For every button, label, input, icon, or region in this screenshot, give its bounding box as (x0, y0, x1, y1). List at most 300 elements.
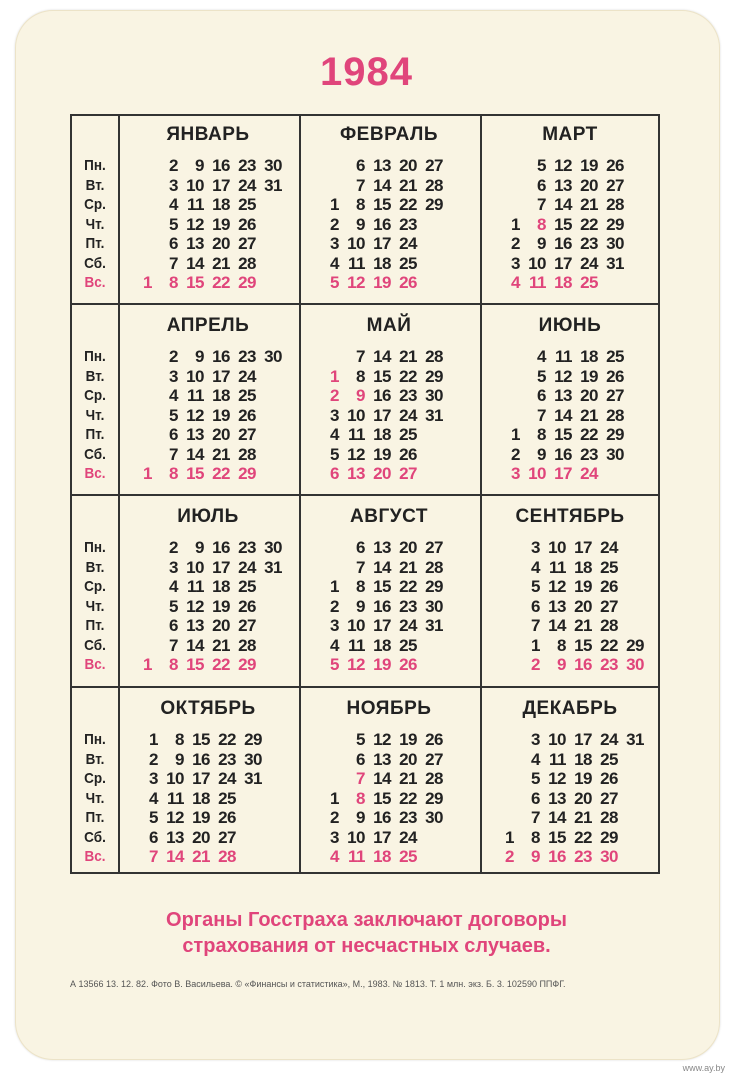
day-number: 6 (356, 156, 365, 175)
day-number: 10 (347, 827, 365, 847)
day-number: 11 (187, 577, 204, 596)
month-name: ДЕКАБРЬ (522, 698, 618, 719)
weekday-label: Пт. (85, 617, 105, 634)
day-number: 4 (531, 749, 540, 769)
day-number: 2 (169, 538, 178, 557)
month-name: СЕНТЯБРЬ (515, 506, 625, 527)
day-number: 21 (212, 444, 230, 464)
day-number: 18 (212, 577, 230, 596)
day-number: 29 (238, 464, 256, 483)
day-number: 22 (212, 464, 230, 483)
day-number: 24 (238, 175, 256, 195)
day-number: 20 (399, 749, 417, 769)
day-number: 17 (554, 253, 572, 273)
day-number: 28 (425, 769, 443, 788)
day-number: 31 (425, 616, 443, 635)
day-number: 8 (557, 635, 566, 655)
month-name: ФЕВРАЛЬ (339, 124, 439, 145)
day-number: 13 (373, 749, 391, 769)
day-number: 5 (169, 405, 178, 425)
day-number: 21 (399, 175, 417, 195)
day-number: 16 (212, 538, 230, 557)
day-number: 18 (373, 253, 391, 273)
day-number: 2 (330, 214, 339, 234)
day-number: 9 (195, 538, 204, 557)
day-number: 25 (600, 749, 618, 769)
day-number: 14 (373, 347, 391, 366)
day-number: 26 (600, 769, 618, 788)
day-number: 12 (347, 273, 365, 292)
day-number: 6 (169, 234, 178, 253)
day-number: 17 (373, 234, 391, 253)
month-name: ИЮЛЬ (177, 506, 239, 527)
weekday-label: Пн. (84, 348, 106, 365)
day-number: 19 (574, 577, 592, 596)
day-number: 7 (356, 175, 365, 195)
day-number: 14 (548, 616, 566, 635)
day-number: 1 (330, 366, 339, 386)
year-title: 1984 (320, 50, 413, 94)
day-number: 14 (373, 769, 391, 788)
month-name: МАЙ (366, 315, 412, 336)
day-number: 12 (548, 577, 566, 596)
day-number: 31 (606, 253, 624, 273)
day-number: 24 (399, 405, 417, 425)
day-number: 17 (574, 730, 592, 749)
day-number: 24 (238, 366, 256, 386)
day-number: 3 (531, 538, 540, 557)
day-number: 30 (425, 808, 443, 827)
watermark-text: www.ay.by (682, 1063, 725, 1073)
day-number: 24 (218, 769, 236, 788)
weekday-label: Ср. (84, 770, 106, 787)
day-number: 11 (549, 557, 566, 577)
day-number: 26 (399, 444, 417, 464)
day-number: 27 (425, 749, 443, 769)
day-number: 13 (554, 175, 572, 195)
day-number: 23 (600, 655, 618, 674)
month-name: ИЮНЬ (538, 315, 602, 336)
weekday-label: Вт. (85, 367, 105, 385)
day-number: 7 (356, 347, 365, 366)
day-number: 16 (373, 596, 391, 616)
day-number: 4 (330, 253, 339, 273)
day-number: 27 (600, 788, 618, 808)
day-number: 1 (330, 577, 339, 596)
day-number: 12 (554, 156, 572, 175)
day-number: 7 (537, 195, 546, 214)
day-number: 2 (169, 156, 178, 175)
grid-horizontal-line (70, 686, 660, 688)
day-number: 18 (212, 195, 230, 214)
grid-horizontal-line (70, 494, 660, 496)
day-number: 10 (548, 538, 566, 557)
day-number: 17 (212, 366, 230, 386)
day-number: 20 (212, 234, 230, 253)
day-number: 10 (347, 234, 365, 253)
day-number: 2 (531, 655, 540, 674)
day-number: 13 (548, 596, 566, 616)
weekday-label: Пт. (85, 426, 105, 443)
day-number: 6 (531, 596, 540, 616)
day-number: 13 (373, 156, 391, 175)
day-number: 7 (356, 557, 365, 577)
month-name: ОКТЯБРЬ (160, 698, 256, 719)
day-number: 28 (425, 175, 443, 195)
day-number: 26 (399, 273, 417, 292)
weekday-label: Вт. (85, 750, 105, 768)
day-number: 22 (600, 635, 618, 655)
day-number: 6 (169, 616, 178, 635)
weekday-label: Пн. (84, 157, 106, 174)
day-number: 16 (212, 347, 230, 366)
day-number: 23 (399, 808, 417, 827)
day-number: 5 (330, 655, 339, 674)
day-number: 20 (212, 425, 230, 444)
day-number: 27 (425, 156, 443, 175)
day-number: 24 (580, 253, 598, 273)
day-number: 22 (580, 214, 598, 234)
day-number: 7 (169, 444, 178, 464)
day-number: 11 (348, 847, 365, 866)
day-number: 12 (554, 366, 572, 386)
day-number: 14 (554, 405, 572, 425)
day-number: 28 (600, 616, 618, 635)
day-number: 28 (600, 808, 618, 827)
day-number: 24 (238, 557, 256, 577)
weekday-label: Вс. (84, 656, 106, 673)
day-number: 15 (373, 577, 391, 596)
day-number: 16 (373, 214, 391, 234)
day-number: 30 (425, 596, 443, 616)
month-name: НОЯБРЬ (346, 698, 432, 719)
day-number: 29 (626, 635, 644, 655)
day-number: 5 (169, 596, 178, 616)
day-number: 29 (425, 366, 443, 386)
day-number: 28 (425, 347, 443, 366)
day-number: 18 (373, 847, 391, 866)
day-number: 4 (169, 195, 178, 214)
day-number: 1 (505, 827, 514, 847)
day-number: 23 (580, 234, 598, 253)
day-number: 20 (399, 156, 417, 175)
day-number: 24 (600, 538, 618, 557)
day-number: 25 (580, 273, 598, 292)
day-number: 13 (186, 425, 204, 444)
day-number: 27 (606, 386, 624, 405)
day-number: 12 (186, 405, 204, 425)
day-number: 27 (425, 538, 443, 557)
day-number: 25 (399, 253, 417, 273)
day-number: 15 (373, 788, 391, 808)
day-number: 3 (169, 175, 178, 195)
day-number: 29 (606, 425, 624, 444)
day-number: 9 (195, 347, 204, 366)
day-number: 27 (238, 234, 256, 253)
day-number: 8 (169, 464, 178, 483)
day-number: 19 (373, 444, 391, 464)
day-number: 25 (238, 577, 256, 596)
day-number: 30 (264, 538, 282, 557)
day-number: 2 (511, 234, 520, 253)
day-number: 1 (149, 730, 158, 749)
day-number: 27 (238, 616, 256, 635)
day-number: 26 (399, 655, 417, 674)
day-number: 25 (399, 635, 417, 655)
day-number: 8 (169, 273, 178, 292)
day-number: 17 (574, 538, 592, 557)
day-number: 4 (169, 386, 178, 405)
day-number: 1 (330, 788, 339, 808)
imprint-text: А 13566 13. 12. 82. Фото В. Васильева. © «Финансы и статистика», М., 1983. № 1813. Т. 1 млн. экз. Б. 3. 102590 ППФГ. (70, 979, 566, 989)
day-number: 27 (218, 827, 236, 847)
day-number: 16 (548, 847, 566, 866)
day-number: 25 (238, 195, 256, 214)
day-number: 24 (399, 827, 417, 847)
weekday-label: Ср. (84, 387, 106, 404)
day-number: 4 (330, 847, 339, 866)
day-number: 31 (425, 405, 443, 425)
day-number: 6 (531, 788, 540, 808)
weekday-label: Вс. (84, 848, 106, 865)
day-number: 7 (531, 808, 540, 827)
day-number: 16 (192, 749, 210, 769)
day-number: 11 (555, 347, 572, 366)
day-number: 30 (626, 655, 644, 674)
weekday-label: Сб. (84, 828, 106, 846)
day-number: 10 (528, 464, 546, 483)
weekday-label: Чт. (85, 597, 105, 615)
day-number: 28 (238, 444, 256, 464)
day-number: 1 (511, 214, 520, 234)
day-number: 31 (626, 730, 644, 749)
day-number: 13 (554, 386, 572, 405)
day-number: 28 (606, 405, 624, 425)
day-number: 20 (192, 827, 210, 847)
day-number: 16 (554, 444, 572, 464)
day-number: 18 (574, 557, 592, 577)
day-number: 3 (169, 366, 178, 386)
day-number: 14 (554, 195, 572, 214)
day-number: 26 (425, 730, 443, 749)
day-number: 26 (238, 405, 256, 425)
day-number: 3 (330, 616, 339, 635)
day-number: 9 (195, 156, 204, 175)
day-number: 17 (373, 616, 391, 635)
day-number: 20 (574, 788, 592, 808)
weekday-label: Пт. (85, 235, 105, 252)
day-number: 3 (531, 730, 540, 749)
day-number: 9 (537, 234, 546, 253)
weekday-label: Пт. (85, 809, 105, 826)
day-number: 25 (218, 788, 236, 808)
day-number: 22 (218, 730, 236, 749)
day-number: 8 (356, 366, 365, 386)
weekday-label: Чт. (85, 789, 105, 807)
day-number: 8 (169, 655, 178, 674)
day-number: 4 (330, 635, 339, 655)
day-number: 5 (531, 769, 540, 788)
day-number: 25 (238, 386, 256, 405)
day-number: 29 (425, 195, 443, 214)
month-name: ЯНВАРЬ (166, 124, 250, 145)
day-number: 13 (166, 827, 184, 847)
day-number: 29 (238, 655, 256, 674)
day-number: 12 (373, 730, 391, 749)
day-number: 12 (347, 444, 365, 464)
footer-line-1: Органы Госстраха заключают договоры (166, 909, 567, 931)
day-number: 19 (192, 808, 210, 827)
day-number: 2 (505, 847, 514, 866)
weekday-label: Вс. (84, 465, 106, 482)
day-number: 18 (574, 749, 592, 769)
day-number: 7 (169, 635, 178, 655)
day-number: 8 (356, 788, 365, 808)
weekday-label: Вт. (85, 176, 105, 194)
day-number: 3 (330, 827, 339, 847)
day-number: 20 (580, 175, 598, 195)
day-number: 19 (373, 273, 391, 292)
day-number: 6 (330, 464, 339, 483)
day-number: 7 (149, 847, 158, 866)
day-number: 26 (238, 214, 256, 234)
day-number: 6 (169, 425, 178, 444)
day-number: 11 (529, 273, 546, 292)
day-number: 9 (537, 444, 546, 464)
day-number: 18 (373, 425, 391, 444)
day-number: 15 (192, 730, 210, 749)
day-number: 2 (169, 347, 178, 366)
day-number: 9 (175, 749, 184, 769)
day-number: 14 (186, 444, 204, 464)
day-number: 13 (548, 788, 566, 808)
day-number: 23 (399, 214, 417, 234)
day-number: 27 (606, 175, 624, 195)
day-number: 18 (580, 347, 598, 366)
day-number: 11 (549, 749, 566, 769)
day-number: 2 (149, 749, 158, 769)
day-number: 19 (574, 769, 592, 788)
day-number: 10 (186, 175, 204, 195)
day-number: 15 (186, 464, 204, 483)
day-number: 29 (606, 214, 624, 234)
day-number: 23 (399, 596, 417, 616)
day-number: 10 (528, 253, 546, 273)
day-number: 10 (347, 405, 365, 425)
day-number: 21 (399, 347, 417, 366)
day-number: 22 (580, 425, 598, 444)
day-number: 3 (330, 234, 339, 253)
day-number: 5 (356, 730, 365, 749)
day-number: 15 (574, 635, 592, 655)
day-number: 7 (537, 405, 546, 425)
day-number: 22 (399, 577, 417, 596)
day-number: 10 (548, 730, 566, 749)
day-number: 11 (187, 195, 204, 214)
day-number: 10 (186, 557, 204, 577)
day-number: 3 (330, 405, 339, 425)
day-number: 14 (373, 557, 391, 577)
day-number: 17 (554, 464, 572, 483)
day-number: 17 (192, 769, 210, 788)
day-number: 13 (186, 234, 204, 253)
day-number: 31 (244, 769, 262, 788)
day-number: 19 (373, 655, 391, 674)
day-number: 5 (169, 214, 178, 234)
day-number: 23 (580, 444, 598, 464)
day-number: 30 (244, 749, 262, 769)
day-number: 12 (186, 596, 204, 616)
day-number: 9 (356, 808, 365, 827)
day-number: 12 (347, 655, 365, 674)
day-number: 30 (606, 444, 624, 464)
day-number: 25 (399, 425, 417, 444)
day-number: 15 (186, 655, 204, 674)
day-number: 8 (537, 214, 546, 234)
day-number: 19 (580, 366, 598, 386)
day-number: 22 (399, 788, 417, 808)
day-number: 14 (548, 808, 566, 827)
day-number: 27 (238, 425, 256, 444)
day-number: 27 (399, 464, 417, 483)
day-number: 3 (511, 464, 520, 483)
day-number: 26 (238, 596, 256, 616)
day-number: 1 (330, 195, 339, 214)
month-name: МАРТ (542, 124, 598, 145)
day-number: 18 (192, 788, 210, 808)
weekday-label: Чт. (85, 215, 105, 233)
day-number: 27 (600, 596, 618, 616)
day-number: 29 (238, 273, 256, 292)
day-number: 23 (238, 156, 256, 175)
weekday-label: Ср. (84, 578, 106, 595)
day-number: 24 (580, 464, 598, 483)
day-number: 10 (166, 769, 184, 788)
day-number: 15 (186, 273, 204, 292)
day-number: 21 (212, 635, 230, 655)
month-name: АПРЕЛЬ (166, 315, 250, 336)
day-number: 16 (212, 156, 230, 175)
day-number: 28 (238, 635, 256, 655)
day-number: 31 (264, 175, 282, 195)
day-number: 1 (531, 635, 540, 655)
day-number: 18 (212, 386, 230, 405)
day-number: 19 (580, 156, 598, 175)
day-number: 9 (531, 847, 540, 866)
day-number: 3 (149, 769, 158, 788)
day-number: 14 (186, 635, 204, 655)
day-number: 15 (554, 425, 572, 444)
day-number: 20 (373, 464, 391, 483)
day-number: 5 (149, 808, 158, 827)
day-number: 6 (356, 749, 365, 769)
day-number: 15 (548, 827, 566, 847)
day-number: 26 (218, 808, 236, 827)
day-number: 19 (212, 214, 230, 234)
day-number: 4 (149, 788, 158, 808)
day-number: 1 (143, 655, 152, 674)
day-number: 19 (212, 405, 230, 425)
day-number: 3 (169, 557, 178, 577)
day-number: 6 (537, 386, 546, 405)
day-number: 29 (425, 788, 443, 808)
day-number: 4 (537, 347, 546, 366)
day-number: 11 (348, 425, 365, 444)
day-number: 23 (238, 347, 256, 366)
day-number: 5 (330, 444, 339, 464)
day-number: 18 (554, 273, 572, 292)
day-number: 5 (330, 273, 339, 292)
